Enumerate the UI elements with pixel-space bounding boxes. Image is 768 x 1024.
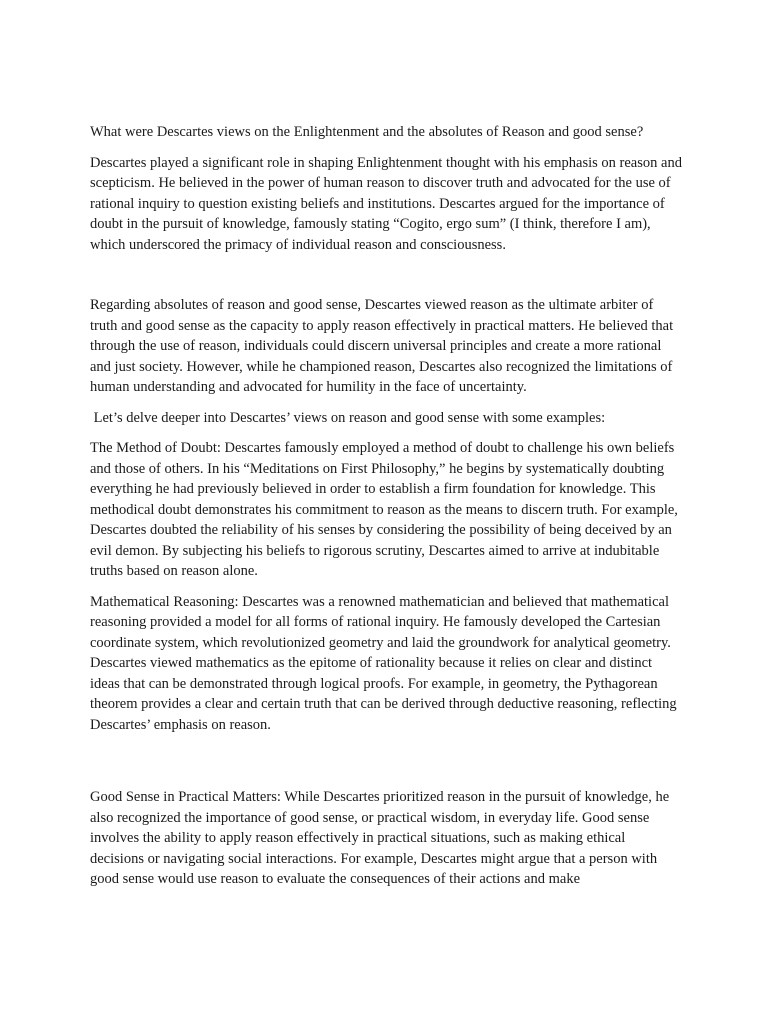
paragraph-absolutes: Regarding absolutes of reason and good sense, Descartes viewed reason as the ultimate arbiter of truth and good sense as the capacity to apply reason effectively in practical matters. He believed that through the use of reason, individuals could discern universal principles and create a more rational and just society. However, while he championed reason, Descartes also recognized the limitations of human understanding and advocated for humility in the face of uncertainty. <box>90 297 674 395</box>
document-body <box>90 122 682 900</box>
paragraph-examples-lead: Let’s delve deeper into Descartes’ views on reason and good sense with some examples: <box>90 409 606 426</box>
paragraph-intro: Descartes played a significant role in shaping Enlightenment thought with his emphasis on reason and scepticism. He believed in the power of human reason to discover truth and advocated for the use of rational inquiry to question existing beliefs and institutions. Descartes argued for the importance of doubt in the pursuit of knowledge, famously stating “Cogito, ergo sum” (I think, therefore I am), which underscored the primacy of individual reason and consciousness. <box>90 154 682 253</box>
paragraph-mathematical-reasoning: Mathematical Reasoning: Descartes was a renowned mathematician and believed that mathematical reasoning provided a model for all forms of rational inquiry. He famously developed the Cartesian coordinate system, which revolutionized geometry and laid the groundwork for analytical geometry. Descartes viewed mathematics as the epitome of rationality because it relies on clear and distinct ideas that can be demonstrated through logical proofs. For example, in geometry, the Pythagorean theorem provides a clear and certain truth that can be derived through deductive reasoning, reflecting Descartes’ emphasis on reason. <box>90 593 677 733</box>
paragraph-method-of-doubt: The Method of Doubt: Descartes famously employed a method of doubt to challenge his own beliefs and those of others. In his “Meditations on First Philosophy,” he begins by systematically doubting everything he had previously believed in order to establish a firm foundation for knowledge. This methodical doubt demonstrates his commitment to reason as the means to discern truth. For example, Descartes doubted the reliability of his senses by considering the possibility of being deceived by an evil demon. By subjecting his beliefs to rigorous scrutiny, Descartes aimed to arrive at indubitable truths based on reason alone. <box>90 440 678 579</box>
paragraph-good-sense: Good Sense in Practical Matters: While Descartes prioritized reason in the pursuit of knowledge, he also recognized the importance of good sense, or practical wisdom, in everyday life. Good sense involves the ability to apply reason effectively in practical situations, such as making ethical decisions or navigating social interactions. For example, Descartes might argue that a person with good sense would use reason to evaluate the consequences of their actions and make <box>90 789 670 887</box>
document-question: What were Descartes views on the Enlightenment and the absolutes of Reason and good sense? <box>90 124 644 140</box>
